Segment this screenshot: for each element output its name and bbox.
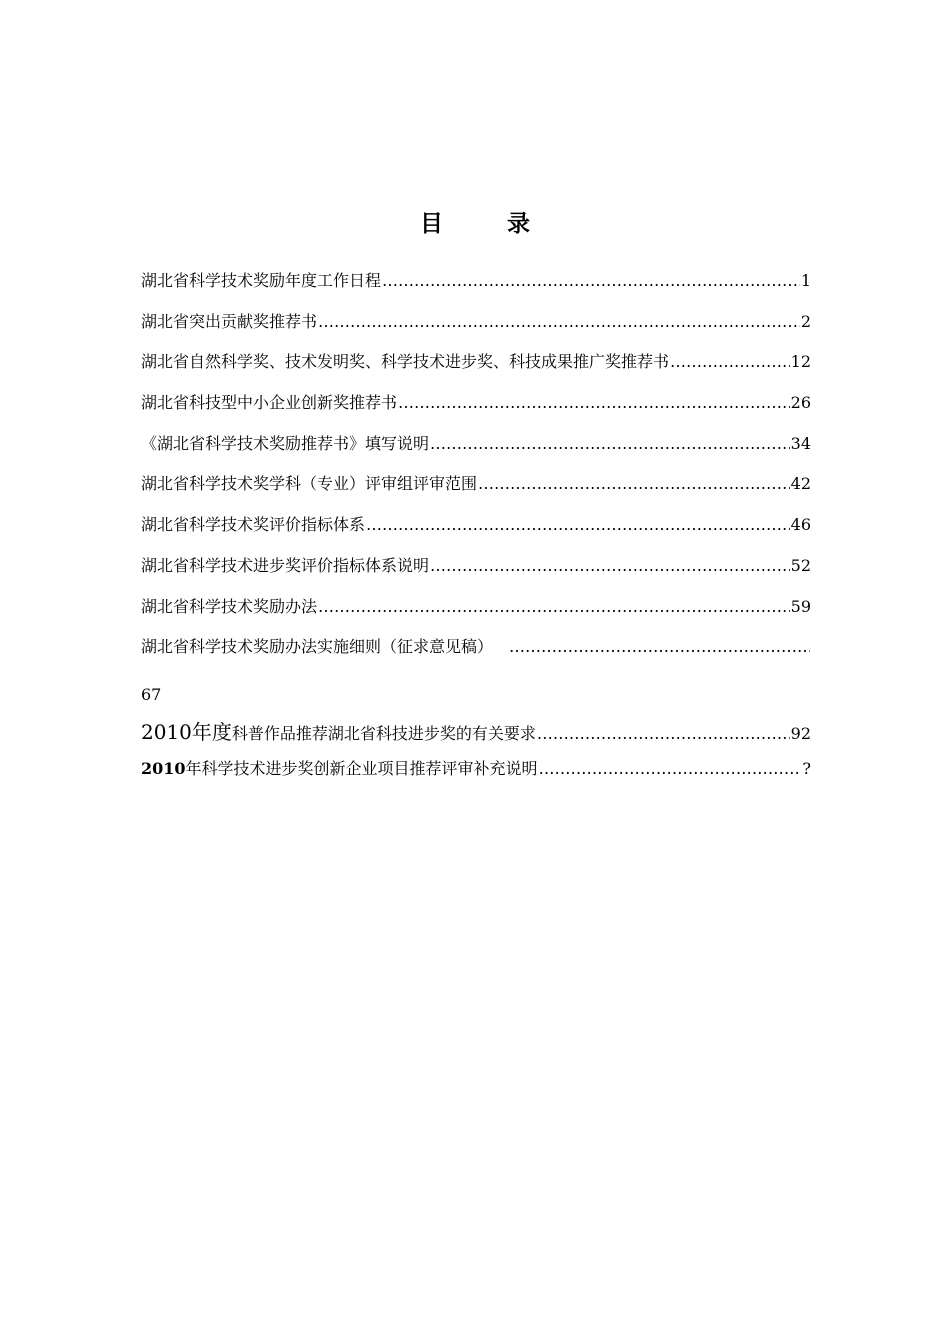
toc-leader-dots: [382, 271, 800, 290]
toc-entry-text: 湖北省科学技术奖励办法: [141, 596, 318, 616]
toc-entry-page: ?: [802, 759, 811, 779]
toc-entry-text: 湖北省科学技术奖励办法实施细则（征求意见稿）: [141, 637, 494, 657]
toc-entry-page: 2: [800, 311, 811, 331]
toc-entry-page: 59: [790, 596, 811, 616]
toc-leader-dots: [430, 556, 790, 575]
toc-entry[interactable]: [141, 756, 811, 797]
toc-leader-dots: [398, 393, 790, 412]
toc-entry[interactable]: [141, 594, 811, 635]
toc-entry-page: 46: [790, 515, 811, 535]
toc-entry[interactable]: [141, 471, 811, 512]
toc-entry-page: 42: [790, 474, 811, 494]
toc-leader-dots: [509, 637, 810, 656]
toc-entry-page: 1: [800, 271, 811, 290]
toc-entry-page: 26: [790, 393, 811, 413]
toc-leader-dots: [366, 515, 790, 534]
toc-entry-page: 52: [790, 555, 811, 575]
toc-leader-dots: [318, 597, 790, 616]
toc-entry-text: 年科学技术进步奖创新企业项目推荐评审补充说明: [185, 759, 538, 779]
toc-entry-text: 《湖北省科学技术奖励推荐书》填写说明: [141, 433, 430, 453]
toc-entry[interactable]: [141, 309, 811, 350]
toc-leader-dots: [478, 474, 790, 493]
toc-entry-text: 湖北省突出贡献奖推荐书: [141, 311, 318, 331]
toc-entry-text: 湖北省科学技术奖学科（专业）评审组评审范围: [141, 474, 478, 494]
toc-leader-dots: [430, 434, 790, 453]
toc-entry[interactable]: [141, 634, 811, 675]
toc-entry-page: 92: [790, 723, 811, 743]
toc-entry[interactable]: [141, 431, 811, 472]
toc-title: 目 录: [419, 210, 558, 237]
toc-list: [141, 268, 811, 797]
toc-entry-lead: 2010: [141, 759, 186, 779]
toc-leader-dots: [537, 724, 790, 743]
toc-entry-lead: 2010年度: [141, 719, 232, 744]
toc-entry-text: 湖北省科学技术奖励年度工作日程: [141, 271, 382, 290]
toc-entry-page: 34: [790, 433, 811, 453]
toc-leader-dots: [670, 352, 790, 371]
toc-entry-text: 湖北省科学技术奖评价指标体系: [141, 515, 366, 535]
toc-entry-text: 湖北省科学技术进步奖评价指标体系说明: [141, 555, 430, 575]
toc-entry-page: 12: [790, 352, 811, 372]
toc-entry-text: 湖北省科技型中小企业创新奖推荐书: [141, 393, 398, 413]
toc-entry[interactable]: [141, 390, 811, 431]
toc-leader-dots: [539, 759, 802, 778]
toc-entry-text: 科普作品推荐湖北省科技进步奖的有关要求: [231, 723, 536, 743]
toc-entry[interactable]: [141, 512, 811, 553]
toc-leader-dots: [318, 312, 800, 331]
toc-entry[interactable]: [141, 268, 811, 309]
toc-entry[interactable]: [141, 553, 811, 594]
toc-entry[interactable]: [141, 716, 811, 757]
toc-entry-text: 湖北省自然科学奖、技术发明奖、科学技术进步奖、科技成果推广奖推荐书: [141, 352, 670, 372]
toc-entry-page: 67: [141, 684, 162, 704]
toc-entry[interactable]: [141, 349, 811, 390]
